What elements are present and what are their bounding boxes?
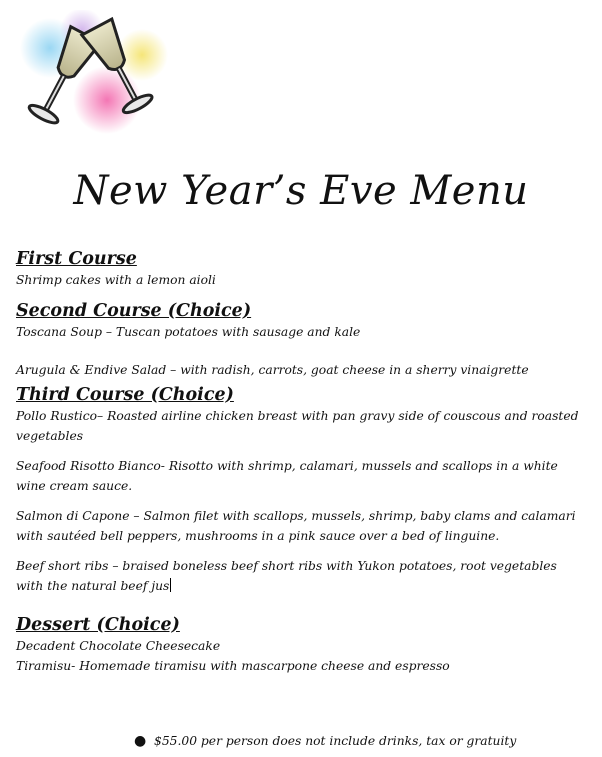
menu-item: Shrimp cakes with a lemon aioli [16,273,216,287]
section-heading-dessert: Dessert (Choice) [16,615,180,635]
price-note-text: $55.00 per person does not include drinks, tax or gratuity [154,734,517,748]
bullet-icon: ● [134,733,147,749]
page-title: New Year’s Eve Menu [73,168,529,214]
menu-item: Pollo Rustico– Roasted airline chicken breast with pan gravy side of couscous and roasted vegetables [16,409,579,443]
menu-item: Salmon di Capone – Salmon filet with scallops, mussels, shrimp, baby clams and calamari with sautéed bell peppers, mushrooms in a pink sauce over a bed of linguine. [16,509,576,543]
menu-item-text: Beef short ribs – braised boneless beef short ribs with Yukon potatoes, root vegetables with the natural beef jus [16,559,557,593]
menu-item: Arugula & Endive Salad – with radish, carrots, goat cheese in a sherry vinaigrette [16,363,529,377]
section-heading-third-course: Third Course (Choice) [16,385,234,405]
section-heading-first-course: First Course [16,249,137,269]
menu-content [16,248,586,676]
menu-item: Toscana Soup – Tuscan potatoes with sausage and kale [16,325,361,339]
menu-item: Tiramisu- Homemade tiramisu with mascarpone cheese and espresso [16,659,450,673]
menu-item: Decadent Chocolate Cheesecake [16,639,221,653]
price-note [134,733,594,749]
text-cursor [170,578,171,592]
menu-item-with-cursor [16,556,586,596]
champagne-glasses-icon [12,10,172,145]
section-heading-second-course: Second Course (Choice) [16,301,252,321]
menu-item: Seafood Risotto Bianco- Risotto with shrimp, calamari, mussels and scallops in a white wine cream sauce. [16,459,558,493]
